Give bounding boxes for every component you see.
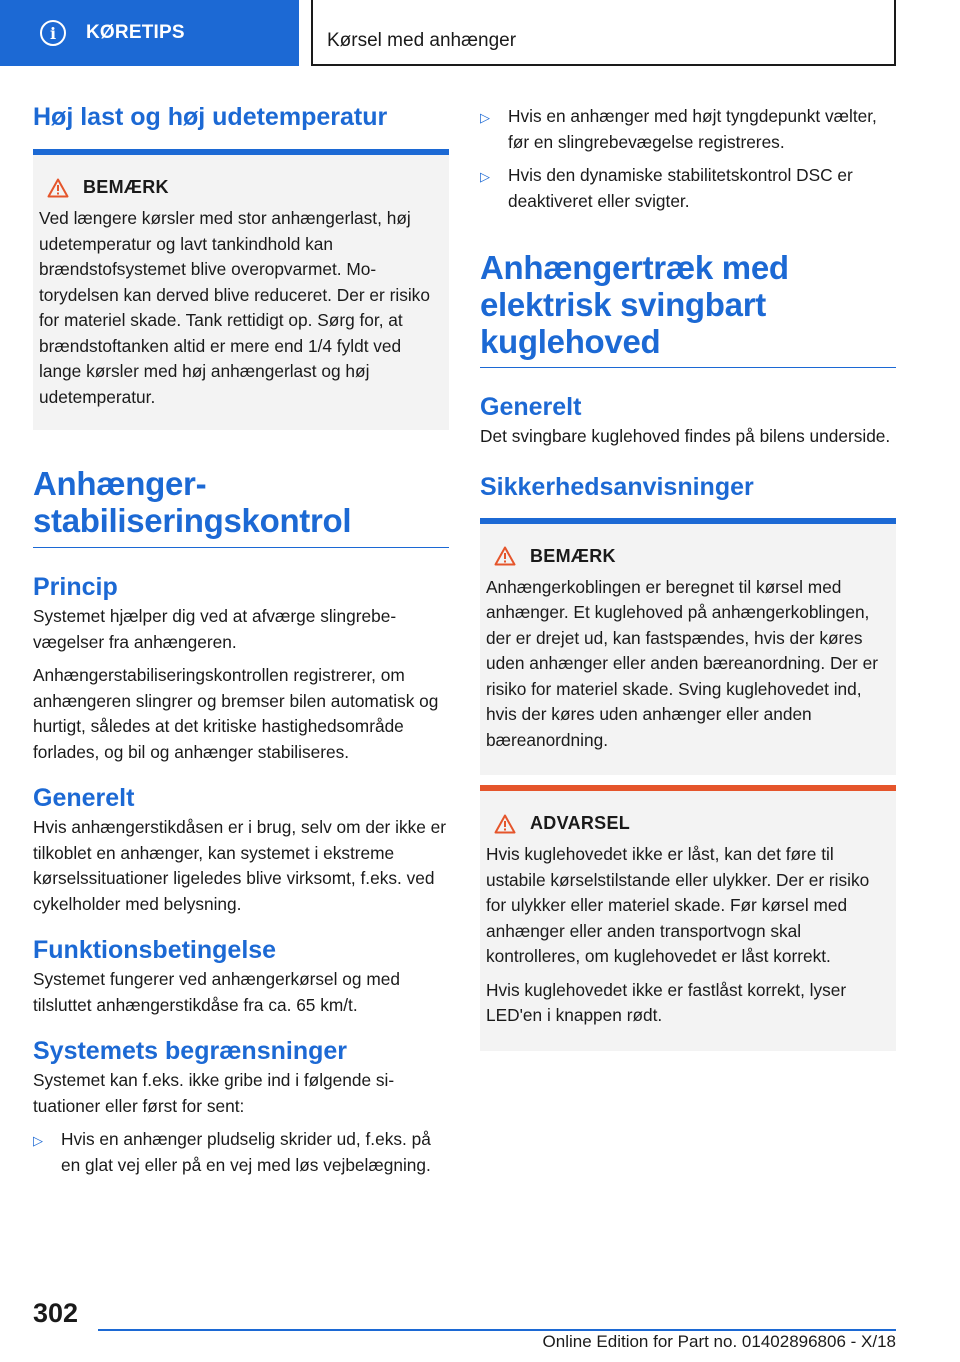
triangle-bullet-icon: ▷: [480, 169, 490, 184]
paragraph: Anhængerstabiliseringskontrollen registrerer, om anhængeren slingrer og bremser bilen automatisk og hurtigt, således at det kritiske hastighedsområde forlades, og bil og anhænger stabiliseres.: [33, 665, 439, 762]
list-item: [33, 1127, 449, 1178]
warning-header: [486, 813, 886, 834]
list-item-text: Hvis en anhænger med højt tyngdepunkt vælter, før en slingrebevægelse registreres.: [508, 106, 877, 152]
list-item: [480, 163, 896, 214]
heading-heat-load: Høj last og høj udetemperatur: [33, 103, 388, 131]
heading-rule: [33, 547, 449, 549]
heading-line: kuglehoved: [480, 322, 661, 360]
chapter-title: Kørsel med anhænger: [327, 30, 517, 51]
list-item: [480, 104, 896, 155]
paragraph: Systemet kan f.eks. ikke gribe ind i følgende situationer eller først for sent:: [33, 1070, 395, 1116]
heading-line: elektrisk svingbart: [480, 285, 766, 323]
list-item-text: Hvis en anhænger pludselig skrider ud, f.eks. på en glat vej eller på en vej med løs vejbelægning.: [61, 1129, 431, 1175]
warning-title: ADVARSEL: [530, 813, 631, 834]
warning-triangle-icon: [494, 546, 516, 566]
list-item-text: Hvis den dynamiske stabilitetskontrol DSC er deaktiveret eller svigter.: [508, 165, 853, 211]
notice-title: BEMÆRK: [530, 545, 616, 566]
footer-edition: Online Edition for Part no. 01402896806 - X/18: [542, 1332, 896, 1351]
warning-triangle-icon: [494, 814, 516, 834]
triangle-bullet-icon: ▷: [33, 1133, 43, 1149]
heading-trailer-stability: [33, 466, 449, 540]
page-number: 302: [33, 1298, 79, 1328]
paragraph: Hvis anhængerstikdåsen er i brug, selv om der ikke er tilkoblet en anhænger, kan systemet i ekstreme kørselssituationer ligeledes blive virksomt, f.eks. ved cykelholder med belysning.: [33, 817, 447, 914]
footer-rule: [98, 1329, 896, 1331]
heading-generelt: Generelt: [33, 784, 135, 813]
heading-line: Anhængertræk med: [480, 249, 789, 286]
chapter-header: [311, 0, 896, 66]
notice-text: Anhængerkoblingen er beregnet til kørsel med anhænger. Et kuglehoved på anhængerkoblingen, der er drejet ud, kan fastspændes, hvis der køres uden anhænger eller anden bæreanordning. Der er risiko for materiel skade. Sving kuglehovedet ind, hvis der køres uden anhænger eller anden bæreanordning.: [486, 576, 878, 750]
notice-text: Ved længere kørsler med stor anhængerlast, høj udetemperatur og lavt tankindhold kan brændstofsystemet blive overopvarmet. Motorydelsen kan derved blive reduceret. Der er risiko for materiel skade. Tank rettidigt op. Sørg for, at brændstoftanken altid er mere end 1/4 fyldt ved lange kørsler med høj anhængerlast og høj udetemperatur.: [39, 208, 430, 407]
left-column: [33, 92, 449, 1178]
heading-generelt: Generelt: [480, 393, 582, 422]
heading-limitations: Systemets begrænsninger: [33, 1037, 347, 1066]
warning-triangle-icon: [47, 178, 69, 198]
heading-safety: Sikkerhedsanvisninger: [480, 472, 754, 501]
notice-box: [33, 155, 449, 430]
right-column: [480, 104, 896, 1051]
heading-princip: Princip: [33, 573, 118, 602]
triangle-bullet-icon: ▷: [480, 110, 490, 125]
heading-line: Anhænger‐: [33, 465, 207, 502]
section-title: KØRETIPS: [86, 22, 185, 43]
notice-title: BEMÆRK: [83, 177, 169, 197]
warning-text: Hvis kuglehovedet ikke er låst, kan det føre til ustabile kørselstilstande eller ulykker. Der er risiko for ulykker eller materiel skade. Før kørsel med anhænger eller anden transportvogn skal kontrolleres, om kuglehovedet er låst korrekt.: [486, 844, 870, 967]
notice-header: [39, 177, 439, 198]
heading-rule: [480, 367, 896, 369]
info-icon: i: [40, 20, 66, 46]
heading-line: stabiliseringskontrol: [33, 501, 352, 539]
paragraph: Systemet hjælper dig ved at afværge slingrebevægelser fra anhængeren.: [33, 606, 397, 652]
paragraph: Systemet fungerer ved anhængerkørsel og med tilsluttet anhængerstikdåse fra ca. 65 km/t.: [33, 969, 400, 1015]
heading-tow-hitch: [480, 250, 896, 361]
warning-box: [480, 791, 896, 1051]
paragraph: Det svingbare kuglehoved findes på bilens underside.: [480, 426, 891, 447]
warning-text: Hvis kuglehovedet ikke er fastlåst korrekt, lyser LED'en i knappen rødt.: [486, 979, 847, 1026]
notice-header: [486, 546, 886, 567]
section-tab: [0, 0, 299, 66]
notice-box: [480, 524, 896, 776]
heading-funktion: Funktionsbetingelse: [33, 936, 277, 965]
